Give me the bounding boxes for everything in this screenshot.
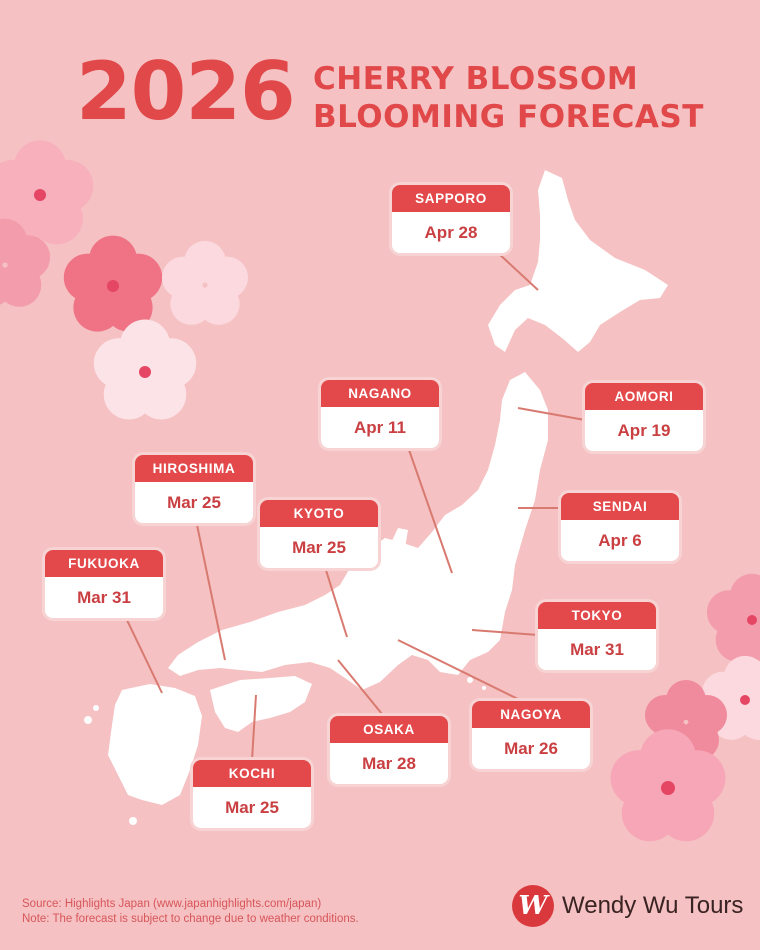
bloom-date: Apr 19 [617, 421, 671, 440]
card-fukuoka [45, 550, 163, 618]
city-name: KYOTO [260, 500, 378, 527]
card-sapporo [392, 185, 510, 253]
year-title: 2026 [76, 45, 295, 138]
bloom-date: Mar 25 [292, 538, 346, 557]
city-name: SAPPORO [392, 185, 510, 212]
title-line-2: BLOOMING FORECAST [313, 99, 704, 135]
bloom-date: Mar 31 [570, 640, 624, 659]
city-name: NAGOYA [472, 701, 590, 728]
title-line-1: CHERRY BLOSSOM [313, 61, 639, 97]
brand-logo [512, 884, 743, 928]
bloom-date: Mar 31 [77, 588, 131, 607]
noto-peninsula [390, 528, 408, 548]
city-name: OSAKA [330, 716, 448, 743]
page-title [313, 60, 704, 136]
disclaimer-note: Note: The forecast is subject to change due to weather conditions. [22, 913, 359, 925]
city-name: HIROSHIMA [135, 455, 253, 482]
card-osaka [330, 716, 448, 784]
bloom-date: Apr 28 [424, 223, 478, 242]
bloom-date: Mar 25 [225, 798, 279, 817]
city-name: NAGANO [321, 380, 439, 407]
bloom-date: Mar 25 [167, 493, 221, 512]
bloom-date: Apr 11 [354, 418, 406, 437]
footer-notes [22, 897, 359, 927]
bloom-date: Mar 26 [504, 739, 558, 758]
card-aomori [585, 383, 703, 451]
card-kochi [193, 760, 311, 828]
city-name: SENDAI [561, 493, 679, 520]
kyushu [108, 684, 202, 805]
city-name: FUKUOKA [45, 550, 163, 577]
brand-mark-icon: W [512, 885, 554, 927]
brand-name: Wendy Wu Tours [562, 892, 744, 919]
card-tokyo [538, 602, 656, 670]
city-name: KOCHI [193, 760, 311, 787]
card-kyoto [260, 500, 378, 568]
source-note: Source: Highlights Japan (www.japanhighlights.com/japan) [22, 898, 322, 910]
card-nagoya [472, 701, 590, 769]
card-hiroshima [135, 455, 253, 523]
bloom-date: Mar 28 [362, 754, 416, 773]
card-nagano [321, 380, 439, 448]
city-name: AOMORI [585, 383, 703, 410]
card-sendai [561, 493, 679, 561]
shikoku [210, 676, 312, 732]
city-name: TOKYO [538, 602, 656, 629]
bloom-date: Apr 6 [598, 531, 642, 550]
hokkaido [488, 170, 668, 352]
